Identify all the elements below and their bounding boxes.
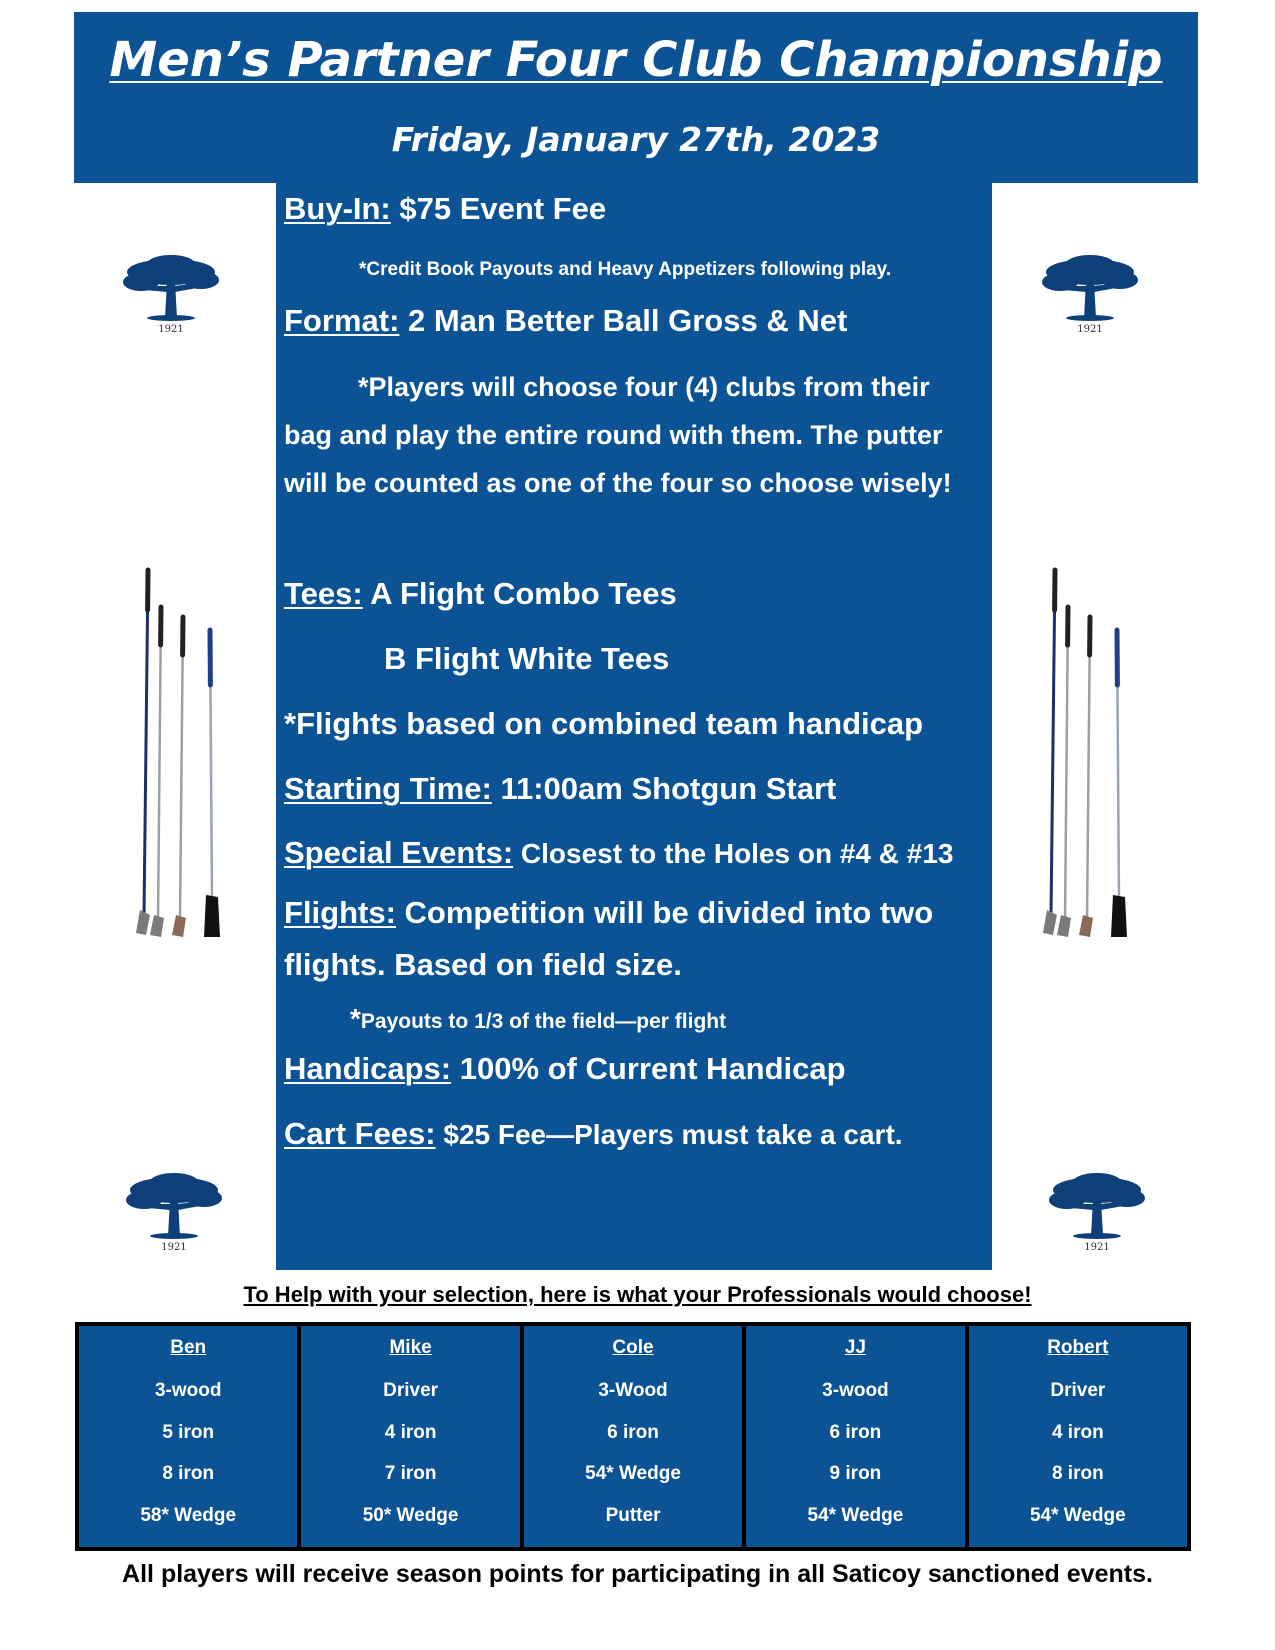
cart-fees-value: $25 Fee—Players must take a cart. [435, 1119, 903, 1150]
cart-fees-line [284, 1116, 903, 1152]
special-events-value: Closest to the Holes on #4 & #13 [513, 838, 954, 869]
pro-club: 6 iron [829, 1421, 882, 1443]
starting-time-label: Starting Time: [284, 771, 492, 806]
buyin-line [284, 191, 606, 227]
pro-club: 58* Wedge [140, 1505, 237, 1527]
selection-heading: To Help with your selection, here is what your Professionals would choose! [243, 1282, 1032, 1307]
flights-label: Flights: [284, 895, 396, 930]
buyin-note: *Credit Book Payouts and Heavy Appetizers following play. [359, 259, 892, 280]
pro-club: 54* Wedge [585, 1463, 681, 1485]
pro-club: 3-wood [154, 1379, 222, 1401]
pros-selection-table [75, 1322, 1191, 1551]
pro-column-mike [301, 1326, 519, 1547]
handicaps-line [284, 1051, 846, 1087]
pro-club: 4 iron [384, 1421, 437, 1443]
page-title: Men’s Partner Four Club Championship [109, 32, 1163, 88]
starting-time-line [284, 771, 836, 807]
buyin-label: Buy-In: [284, 191, 391, 226]
handicaps-value: 100% of Current Handicap [451, 1051, 846, 1086]
event-details-panel [276, 183, 992, 1270]
golf-clubs-icon [132, 565, 232, 940]
club-emblem-tree-icon [121, 252, 221, 336]
cart-fees-label: Cart Fees: [284, 1116, 436, 1151]
pro-club: 50* Wedge [362, 1505, 459, 1527]
tees-a-value: A Flight Combo Tees [362, 576, 677, 611]
pro-name: Cole [612, 1337, 654, 1358]
pro-column-cole [524, 1326, 742, 1547]
special-events-line [284, 835, 954, 871]
starting-time-value: 11:00am Shotgun Start [491, 771, 837, 806]
pro-club: 6 iron [607, 1421, 659, 1443]
header-banner [74, 12, 1198, 183]
format-line [284, 303, 847, 339]
pro-name: Ben [170, 1337, 207, 1358]
pro-club: Driver [1050, 1379, 1106, 1401]
event-date: Friday, January 27th, 2023 [391, 120, 881, 159]
pro-club: 3-wood [822, 1379, 889, 1401]
flights-value: Competition will be divided into two flights. Based on field size. [284, 895, 934, 982]
format-note: *Players will choose four (4) clubs from their bag and play the entire round with them. The putter will be counted as one of the four so choose wisely! [284, 372, 952, 498]
format-value: 2 Man Better Ball Gross & Net [399, 303, 848, 338]
tees-b-value: B Flight White Tees [384, 641, 670, 676]
pro-club: 7 iron [384, 1463, 437, 1485]
club-emblem-tree-icon [1040, 252, 1140, 336]
handicaps-label: Handicaps: [284, 1051, 452, 1086]
format-label: Format: [284, 303, 400, 338]
pro-name: Mike [389, 1337, 432, 1358]
pro-club: Driver [383, 1379, 439, 1401]
pro-club: 9 iron [829, 1463, 882, 1485]
pro-club: 54* Wedge [807, 1505, 904, 1527]
pro-club: 4 iron [1051, 1421, 1104, 1443]
emblem-year: 1921 [158, 324, 184, 335]
pro-name: JJ [844, 1337, 866, 1358]
pro-club: 3-Wood [598, 1379, 668, 1401]
payout-note: *Payouts to 1/3 of the field—per flight [350, 1003, 727, 1034]
pro-club: 54* Wedge [1029, 1505, 1126, 1527]
golf-clubs-icon [1039, 565, 1139, 940]
pro-club: 8 iron [162, 1463, 215, 1485]
season-points-footer: All players will receive season points for participating in all Saticoy sanctioned events. [122, 1560, 1153, 1588]
club-emblem-tree-icon [1047, 1170, 1147, 1254]
flights-line [284, 887, 984, 991]
emblem-year: 1921 [1084, 1242, 1110, 1253]
emblem-year: 1921 [161, 1242, 187, 1253]
pro-club: 8 iron [1051, 1463, 1104, 1485]
tees-line [284, 576, 677, 612]
pro-column-ben [79, 1326, 297, 1547]
pro-column-robert [969, 1326, 1187, 1547]
emblem-year: 1921 [1077, 324, 1103, 335]
buyin-value: $75 Event Fee [390, 191, 607, 226]
pro-club: Putter [605, 1505, 661, 1527]
tees-label: Tees: [284, 576, 363, 611]
pro-column-jj [746, 1326, 964, 1547]
club-emblem-tree-icon [124, 1170, 224, 1254]
flights-handicap-note: *Flights based on combined team handicap [284, 706, 924, 741]
pro-name: Robert [1047, 1337, 1109, 1358]
pro-club: 5 iron [162, 1421, 215, 1443]
special-events-label: Special Events: [284, 835, 514, 870]
